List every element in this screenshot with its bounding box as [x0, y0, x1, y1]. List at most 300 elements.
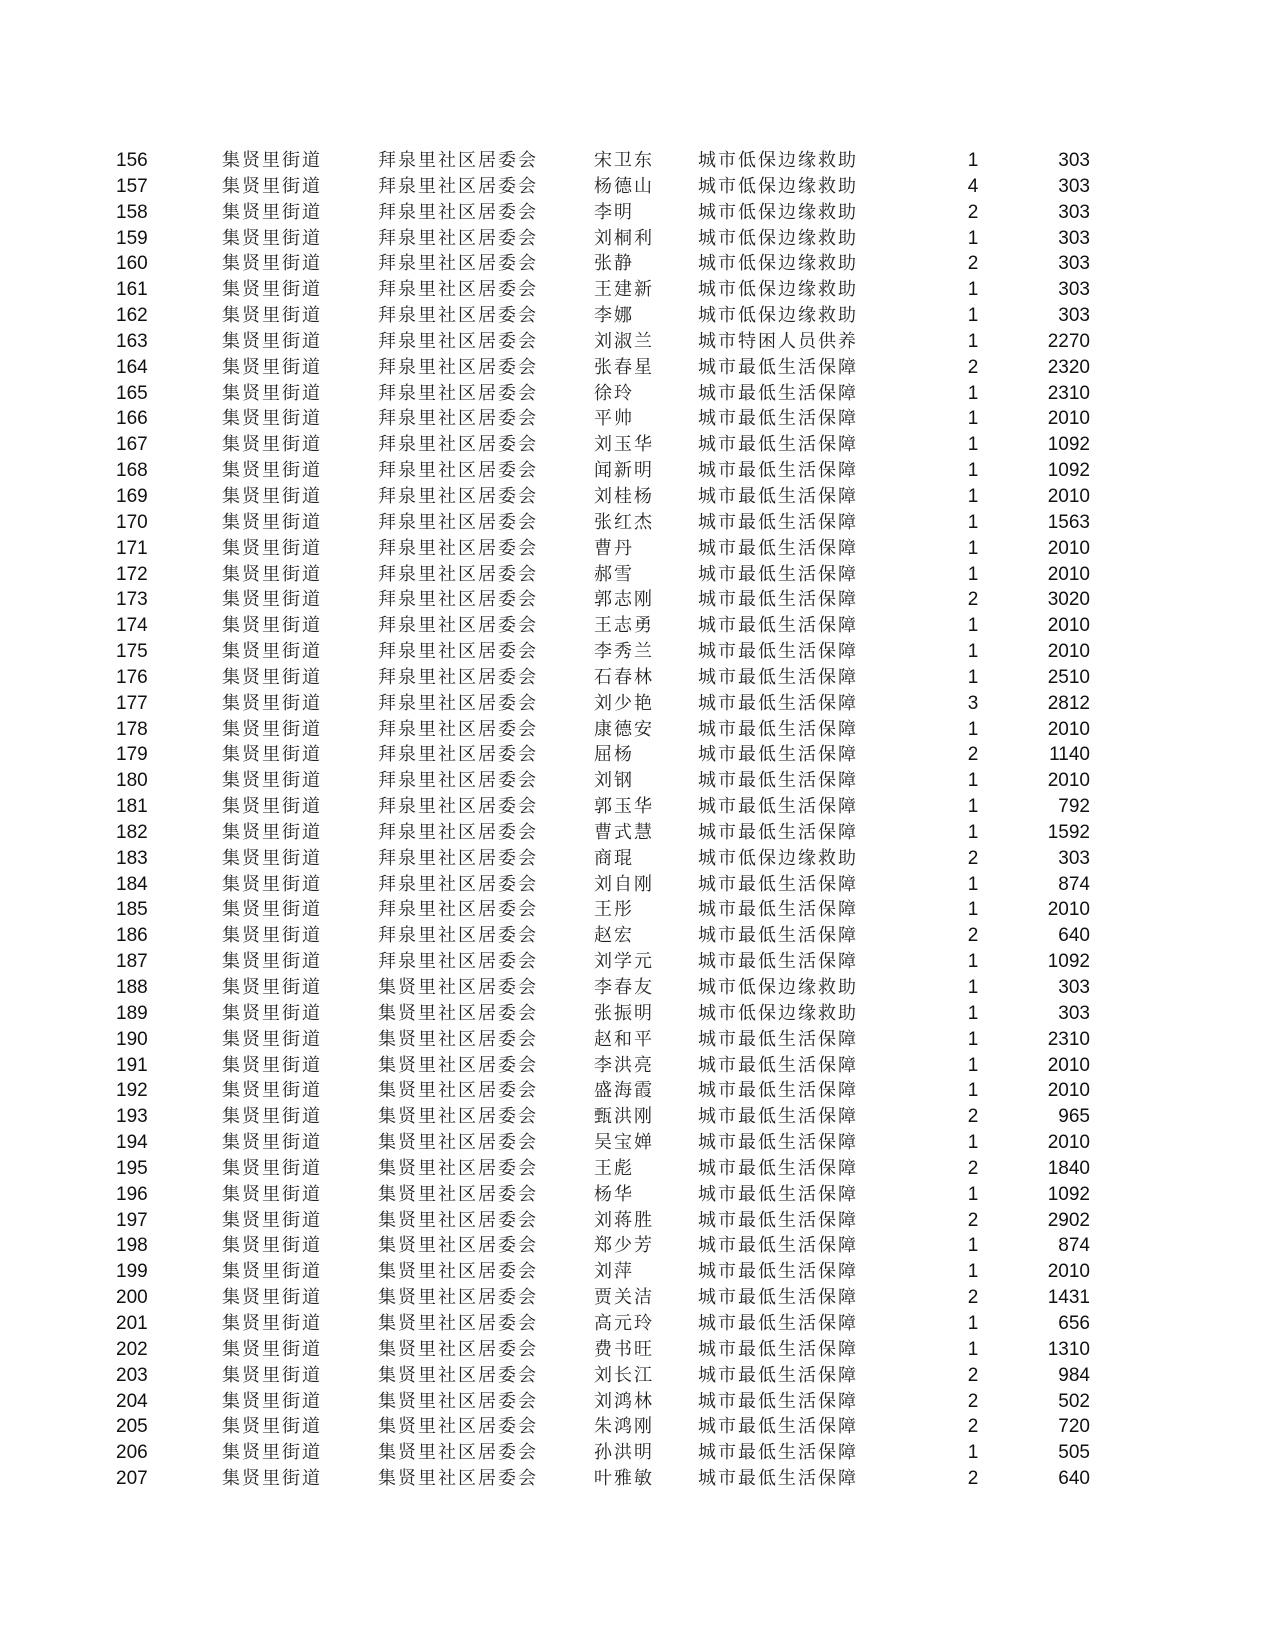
street-office-cell: 集贤里街道	[222, 227, 322, 249]
assistance-type-cell: 城市最低生活保障	[698, 1442, 858, 1464]
amount-cell: 303	[1058, 227, 1090, 249]
street-office-cell: 集贤里街道	[222, 692, 322, 714]
community-committee-cell: 拜泉里社区居委会	[378, 460, 538, 482]
street-office-cell: 集贤里街道	[222, 977, 322, 998]
recipient-name-cell: 费书旺	[594, 1338, 654, 1360]
row-number: 191	[116, 1054, 148, 1076]
amount-cell: 984	[1058, 1364, 1090, 1386]
assistance-type-cell: 城市最低生活保障	[698, 1390, 858, 1412]
table-row	[0, 820, 1275, 846]
recipient-name-cell: 李娜	[594, 305, 634, 327]
street-office-cell: 集贤里街道	[222, 253, 322, 275]
table-row	[0, 587, 1275, 613]
recipient-name-cell: 杨德山	[594, 175, 654, 197]
assistance-type-cell: 城市最低生活保障	[698, 873, 858, 895]
household-size-cell: 1	[967, 1002, 979, 1024]
recipient-name-cell: 刘钢	[594, 770, 634, 792]
amount-cell: 2310	[1047, 382, 1090, 404]
table-row	[0, 1389, 1275, 1415]
table-row	[0, 174, 1275, 200]
household-size-cell: 1	[967, 1132, 979, 1154]
table-row	[0, 562, 1275, 588]
assistance-type-cell: 城市最低生活保障	[698, 537, 858, 559]
row-number: 171	[116, 537, 148, 559]
household-size-cell: 1	[967, 1312, 979, 1334]
assistance-type-cell: 城市最低生活保障	[698, 1235, 858, 1257]
street-office-cell: 集贤里街道	[222, 1261, 322, 1283]
row-number: 198	[116, 1235, 148, 1257]
row-number: 196	[116, 1183, 148, 1205]
community-committee-cell: 拜泉里社区居委会	[378, 537, 538, 559]
community-committee-cell: 集贤里社区居委会	[378, 1261, 538, 1283]
assistance-type-cell: 城市最低生活保障	[698, 718, 858, 740]
assistance-type-cell: 城市最低生活保障	[698, 1132, 858, 1154]
recipient-name-cell: 李春友	[594, 977, 654, 998]
recipient-name-cell: 刘蒋胜	[594, 1209, 654, 1231]
row-number: 166	[116, 408, 148, 430]
relief-roster-table	[0, 148, 1275, 1492]
row-number: 200	[116, 1287, 148, 1309]
assistance-type-cell: 城市最低生活保障	[698, 485, 858, 507]
household-size-cell: 2	[967, 744, 979, 766]
amount-cell: 2270	[1047, 330, 1090, 352]
row-number: 160	[116, 253, 148, 275]
recipient-name-cell: 郭玉华	[594, 796, 654, 818]
community-committee-cell: 集贤里社区居委会	[378, 1287, 538, 1309]
amount-cell: 303	[1058, 1002, 1090, 1024]
recipient-name-cell: 石春林	[594, 666, 654, 688]
household-size-cell: 1	[967, 899, 979, 921]
household-size-cell: 1	[967, 873, 979, 895]
table-row	[0, 1466, 1275, 1492]
row-number: 170	[116, 511, 148, 533]
assistance-type-cell: 城市最低生活保障	[698, 1209, 858, 1231]
table-row	[0, 975, 1275, 1001]
community-committee-cell: 集贤里社区居委会	[378, 1106, 538, 1128]
assistance-type-cell: 城市最低生活保障	[698, 666, 858, 688]
table-row	[0, 432, 1275, 458]
street-office-cell: 集贤里街道	[222, 1235, 322, 1257]
recipient-name-cell: 刘桐利	[594, 227, 654, 249]
row-number: 176	[116, 666, 148, 688]
community-committee-cell: 拜泉里社区居委会	[378, 511, 538, 533]
street-office-cell: 集贤里街道	[222, 1442, 322, 1464]
amount-cell: 2010	[1047, 641, 1090, 663]
household-size-cell: 1	[967, 460, 979, 482]
recipient-name-cell: 刘桂杨	[594, 485, 654, 507]
street-office-cell: 集贤里街道	[222, 563, 322, 585]
amount-cell: 303	[1058, 279, 1090, 301]
assistance-type-cell: 城市最低生活保障	[698, 356, 858, 378]
household-size-cell: 1	[967, 279, 979, 301]
household-size-cell: 2	[967, 1209, 979, 1231]
row-number: 187	[116, 951, 148, 973]
household-size-cell: 1	[967, 330, 979, 352]
amount-cell: 965	[1058, 1106, 1090, 1128]
assistance-type-cell: 城市低保边缘救助	[698, 253, 858, 275]
table-row	[0, 303, 1275, 329]
street-office-cell: 集贤里街道	[222, 1312, 322, 1334]
amount-cell: 2010	[1047, 1080, 1090, 1102]
community-committee-cell: 拜泉里社区居委会	[378, 796, 538, 818]
recipient-name-cell: 吴宝婵	[594, 1132, 654, 1154]
assistance-type-cell: 城市低保边缘救助	[698, 150, 858, 171]
street-office-cell: 集贤里街道	[222, 1080, 322, 1102]
assistance-type-cell: 城市最低生活保障	[698, 1183, 858, 1205]
row-number: 169	[116, 485, 148, 507]
street-office-cell: 集贤里街道	[222, 356, 322, 378]
recipient-name-cell: 盛海霞	[594, 1080, 654, 1102]
amount-cell: 2010	[1047, 537, 1090, 559]
amount-cell: 1140	[1049, 744, 1090, 766]
amount-cell: 1310	[1047, 1338, 1090, 1360]
street-office-cell: 集贤里街道	[222, 382, 322, 404]
street-office-cell: 集贤里街道	[222, 1054, 322, 1076]
amount-cell: 303	[1058, 977, 1090, 998]
recipient-name-cell: 叶雅敏	[594, 1468, 654, 1490]
street-office-cell: 集贤里街道	[222, 770, 322, 792]
row-number: 183	[116, 847, 148, 869]
community-committee-cell: 集贤里社区居委会	[378, 1209, 538, 1231]
row-number: 157	[116, 175, 148, 197]
street-office-cell: 集贤里街道	[222, 615, 322, 637]
row-number: 193	[116, 1106, 148, 1128]
amount-cell: 2010	[1047, 615, 1090, 637]
street-office-cell: 集贤里街道	[222, 1002, 322, 1024]
street-office-cell: 集贤里街道	[222, 1416, 322, 1438]
row-number: 188	[116, 977, 148, 998]
community-committee-cell: 拜泉里社区居委会	[378, 382, 538, 404]
row-number: 168	[116, 460, 148, 482]
recipient-name-cell: 张静	[594, 253, 634, 275]
assistance-type-cell: 城市最低生活保障	[698, 408, 858, 430]
row-number: 180	[116, 770, 148, 792]
street-office-cell: 集贤里街道	[222, 485, 322, 507]
assistance-type-cell: 城市最低生活保障	[698, 1106, 858, 1128]
household-size-cell: 1	[967, 770, 979, 792]
row-number: 163	[116, 330, 148, 352]
household-size-cell: 1	[967, 563, 979, 585]
household-size-cell: 1	[967, 227, 979, 249]
recipient-name-cell: 王建新	[594, 279, 654, 301]
row-number: 156	[116, 150, 148, 171]
table-row	[0, 251, 1275, 277]
row-number: 179	[116, 744, 148, 766]
street-office-cell: 集贤里街道	[222, 718, 322, 740]
amount-cell: 2010	[1047, 563, 1090, 585]
street-office-cell: 集贤里街道	[222, 537, 322, 559]
amount-cell: 656	[1058, 1312, 1090, 1334]
recipient-name-cell: 郑少芳	[594, 1235, 654, 1257]
household-size-cell: 1	[967, 408, 979, 430]
amount-cell: 1092	[1047, 434, 1090, 456]
street-office-cell: 集贤里街道	[222, 511, 322, 533]
street-office-cell: 集贤里街道	[222, 821, 322, 843]
amount-cell: 2010	[1047, 899, 1090, 921]
assistance-type-cell: 城市最低生活保障	[698, 641, 858, 663]
row-number: 194	[116, 1132, 148, 1154]
street-office-cell: 集贤里街道	[222, 796, 322, 818]
household-size-cell: 1	[967, 1183, 979, 1205]
table-row	[0, 1001, 1275, 1027]
table-row	[0, 691, 1275, 717]
assistance-type-cell: 城市低保边缘救助	[698, 305, 858, 327]
recipient-name-cell: 赵宏	[594, 925, 634, 947]
row-number: 172	[116, 563, 148, 585]
household-size-cell: 1	[967, 485, 979, 507]
community-committee-cell: 集贤里社区居委会	[378, 1468, 538, 1490]
table-row	[0, 148, 1275, 174]
recipient-name-cell: 李洪亮	[594, 1054, 654, 1076]
row-number: 165	[116, 382, 148, 404]
amount-cell: 2010	[1047, 1054, 1090, 1076]
recipient-name-cell: 闻新明	[594, 460, 654, 482]
street-office-cell: 集贤里街道	[222, 744, 322, 766]
table-row	[0, 1104, 1275, 1130]
table-row	[0, 897, 1275, 923]
assistance-type-cell: 城市最低生活保障	[698, 563, 858, 585]
community-committee-cell: 拜泉里社区居委会	[378, 434, 538, 456]
street-office-cell: 集贤里街道	[222, 873, 322, 895]
assistance-type-cell: 城市最低生活保障	[698, 1080, 858, 1102]
table-row	[0, 639, 1275, 665]
table-row	[0, 277, 1275, 303]
community-committee-cell: 拜泉里社区居委会	[378, 150, 538, 171]
household-size-cell: 2	[967, 1390, 979, 1412]
community-committee-cell: 拜泉里社区居委会	[378, 305, 538, 327]
community-committee-cell: 拜泉里社区居委会	[378, 589, 538, 611]
community-committee-cell: 拜泉里社区居委会	[378, 227, 538, 249]
row-number: 206	[116, 1442, 148, 1464]
community-committee-cell: 拜泉里社区居委会	[378, 201, 538, 223]
amount-cell: 303	[1058, 253, 1090, 275]
amount-cell: 1092	[1047, 460, 1090, 482]
household-size-cell: 2	[967, 356, 979, 378]
recipient-name-cell: 郝雪	[594, 563, 634, 585]
row-number: 162	[116, 305, 148, 327]
street-office-cell: 集贤里街道	[222, 899, 322, 921]
community-committee-cell: 集贤里社区居委会	[378, 1390, 538, 1412]
street-office-cell: 集贤里街道	[222, 951, 322, 973]
street-office-cell: 集贤里街道	[222, 1209, 322, 1231]
row-number: 182	[116, 821, 148, 843]
amount-cell: 1092	[1047, 951, 1090, 973]
household-size-cell: 2	[967, 1468, 979, 1490]
community-committee-cell: 集贤里社区居委会	[378, 1183, 538, 1205]
assistance-type-cell: 城市最低生活保障	[698, 434, 858, 456]
table-row	[0, 381, 1275, 407]
row-number: 175	[116, 641, 148, 663]
row-number: 173	[116, 589, 148, 611]
community-committee-cell: 拜泉里社区居委会	[378, 485, 538, 507]
row-number: 184	[116, 873, 148, 895]
row-number: 197	[116, 1209, 148, 1231]
assistance-type-cell: 城市最低生活保障	[698, 1364, 858, 1386]
assistance-type-cell: 城市低保边缘救助	[698, 227, 858, 249]
community-committee-cell: 集贤里社区居委会	[378, 1416, 538, 1438]
table-row	[0, 1130, 1275, 1156]
assistance-type-cell: 城市最低生活保障	[698, 511, 858, 533]
community-committee-cell: 拜泉里社区居委会	[378, 718, 538, 740]
community-committee-cell: 集贤里社区居委会	[378, 1157, 538, 1179]
amount-cell: 3020	[1047, 589, 1090, 611]
recipient-name-cell: 张春星	[594, 356, 654, 378]
street-office-cell: 集贤里街道	[222, 279, 322, 301]
amount-cell: 874	[1058, 873, 1090, 895]
recipient-name-cell: 徐玲	[594, 382, 634, 404]
community-committee-cell: 拜泉里社区居委会	[378, 692, 538, 714]
row-number: 207	[116, 1468, 148, 1490]
row-number: 192	[116, 1080, 148, 1102]
recipient-name-cell: 平帅	[594, 408, 634, 430]
recipient-name-cell: 王彤	[594, 899, 634, 921]
row-number: 177	[116, 692, 148, 714]
household-size-cell: 2	[967, 1364, 979, 1386]
assistance-type-cell: 城市最低生活保障	[698, 1312, 858, 1334]
table-row	[0, 1440, 1275, 1466]
assistance-type-cell: 城市最低生活保障	[698, 1338, 858, 1360]
recipient-name-cell: 朱鸿刚	[594, 1416, 654, 1438]
community-committee-cell: 集贤里社区居委会	[378, 1080, 538, 1102]
assistance-type-cell: 城市最低生活保障	[698, 1157, 858, 1179]
table-row	[0, 1233, 1275, 1259]
street-office-cell: 集贤里街道	[222, 150, 322, 171]
street-office-cell: 集贤里街道	[222, 460, 322, 482]
street-office-cell: 集贤里街道	[222, 330, 322, 352]
recipient-name-cell: 李明	[594, 201, 634, 223]
household-size-cell: 1	[967, 434, 979, 456]
row-number: 181	[116, 796, 148, 818]
amount-cell: 2812	[1047, 692, 1090, 714]
amount-cell: 1431	[1047, 1287, 1090, 1309]
table-row	[0, 536, 1275, 562]
assistance-type-cell: 城市最低生活保障	[698, 1028, 858, 1050]
street-office-cell: 集贤里街道	[222, 1338, 322, 1360]
table-row	[0, 717, 1275, 743]
street-office-cell: 集贤里街道	[222, 1106, 322, 1128]
table-row	[0, 226, 1275, 252]
assistance-type-cell: 城市最低生活保障	[698, 925, 858, 947]
amount-cell: 2010	[1047, 718, 1090, 740]
household-size-cell: 1	[967, 305, 979, 327]
community-committee-cell: 集贤里社区居委会	[378, 1132, 538, 1154]
household-size-cell: 1	[967, 1054, 979, 1076]
assistance-type-cell: 城市低保边缘救助	[698, 279, 858, 301]
amount-cell: 303	[1058, 150, 1090, 171]
table-row	[0, 406, 1275, 432]
row-number: 195	[116, 1157, 148, 1179]
household-size-cell: 2	[967, 1106, 979, 1128]
community-committee-cell: 拜泉里社区居委会	[378, 666, 538, 688]
street-office-cell: 集贤里街道	[222, 1468, 322, 1490]
table-row	[0, 846, 1275, 872]
amount-cell: 502	[1058, 1390, 1090, 1412]
assistance-type-cell: 城市最低生活保障	[698, 1261, 858, 1283]
assistance-type-cell: 城市特困人员供养	[698, 330, 858, 352]
recipient-name-cell: 刘鸿林	[594, 1390, 654, 1412]
row-number: 178	[116, 718, 148, 740]
table-row	[0, 872, 1275, 898]
community-committee-cell: 拜泉里社区居委会	[378, 744, 538, 766]
amount-cell: 303	[1058, 175, 1090, 197]
table-row	[0, 1259, 1275, 1285]
recipient-name-cell: 王彪	[594, 1157, 634, 1179]
table-row	[0, 923, 1275, 949]
household-size-cell: 2	[967, 253, 979, 275]
street-office-cell: 集贤里街道	[222, 641, 322, 663]
household-size-cell: 2	[967, 201, 979, 223]
household-size-cell: 1	[967, 718, 979, 740]
amount-cell: 2902	[1047, 1209, 1090, 1231]
table-row	[0, 1311, 1275, 1337]
amount-cell: 1092	[1047, 1183, 1090, 1205]
recipient-name-cell: 商琨	[594, 847, 634, 869]
table-row	[0, 768, 1275, 794]
community-committee-cell: 拜泉里社区居委会	[378, 951, 538, 973]
row-number: 189	[116, 1002, 148, 1024]
assistance-type-cell: 城市低保边缘救助	[698, 201, 858, 223]
recipient-name-cell: 赵和平	[594, 1028, 654, 1050]
table-row	[0, 458, 1275, 484]
assistance-type-cell: 城市低保边缘救助	[698, 1002, 858, 1024]
street-office-cell: 集贤里街道	[222, 1183, 322, 1205]
assistance-type-cell: 城市低保边缘救助	[698, 175, 858, 197]
amount-cell: 2510	[1047, 666, 1090, 688]
table-row	[0, 1414, 1275, 1440]
row-number: 159	[116, 227, 148, 249]
recipient-name-cell: 屈杨	[594, 744, 634, 766]
household-size-cell: 1	[967, 951, 979, 973]
community-committee-cell: 集贤里社区居委会	[378, 1028, 538, 1050]
table-row	[0, 1208, 1275, 1234]
household-size-cell: 2	[967, 1287, 979, 1309]
row-number: 204	[116, 1390, 148, 1412]
recipient-name-cell: 宋卫东	[594, 150, 654, 171]
community-committee-cell: 集贤里社区居委会	[378, 1364, 538, 1386]
table-row	[0, 355, 1275, 381]
recipient-name-cell: 贾关洁	[594, 1287, 654, 1309]
household-size-cell: 1	[967, 1261, 979, 1283]
street-office-cell: 集贤里街道	[222, 666, 322, 688]
recipient-name-cell: 孙洪明	[594, 1442, 654, 1464]
recipient-name-cell: 刘淑兰	[594, 330, 654, 352]
community-committee-cell: 集贤里社区居委会	[378, 1002, 538, 1024]
row-number: 202	[116, 1338, 148, 1360]
household-size-cell: 1	[967, 977, 979, 998]
assistance-type-cell: 城市最低生活保障	[698, 744, 858, 766]
amount-cell: 874	[1058, 1235, 1090, 1257]
street-office-cell: 集贤里街道	[222, 434, 322, 456]
street-office-cell: 集贤里街道	[222, 925, 322, 947]
assistance-type-cell: 城市最低生活保障	[698, 796, 858, 818]
row-number: 164	[116, 356, 148, 378]
community-committee-cell: 拜泉里社区居委会	[378, 356, 538, 378]
household-size-cell: 1	[967, 1338, 979, 1360]
household-size-cell: 2	[967, 589, 979, 611]
street-office-cell: 集贤里街道	[222, 408, 322, 430]
community-committee-cell: 拜泉里社区居委会	[378, 641, 538, 663]
row-number: 205	[116, 1416, 148, 1438]
household-size-cell: 1	[967, 796, 979, 818]
household-size-cell: 1	[967, 511, 979, 533]
household-size-cell: 1	[967, 537, 979, 559]
assistance-type-cell: 城市最低生活保障	[698, 382, 858, 404]
community-committee-cell: 拜泉里社区居委会	[378, 615, 538, 637]
table-row	[0, 1363, 1275, 1389]
amount-cell: 640	[1058, 1468, 1090, 1490]
table-row	[0, 200, 1275, 226]
table-row	[0, 665, 1275, 691]
